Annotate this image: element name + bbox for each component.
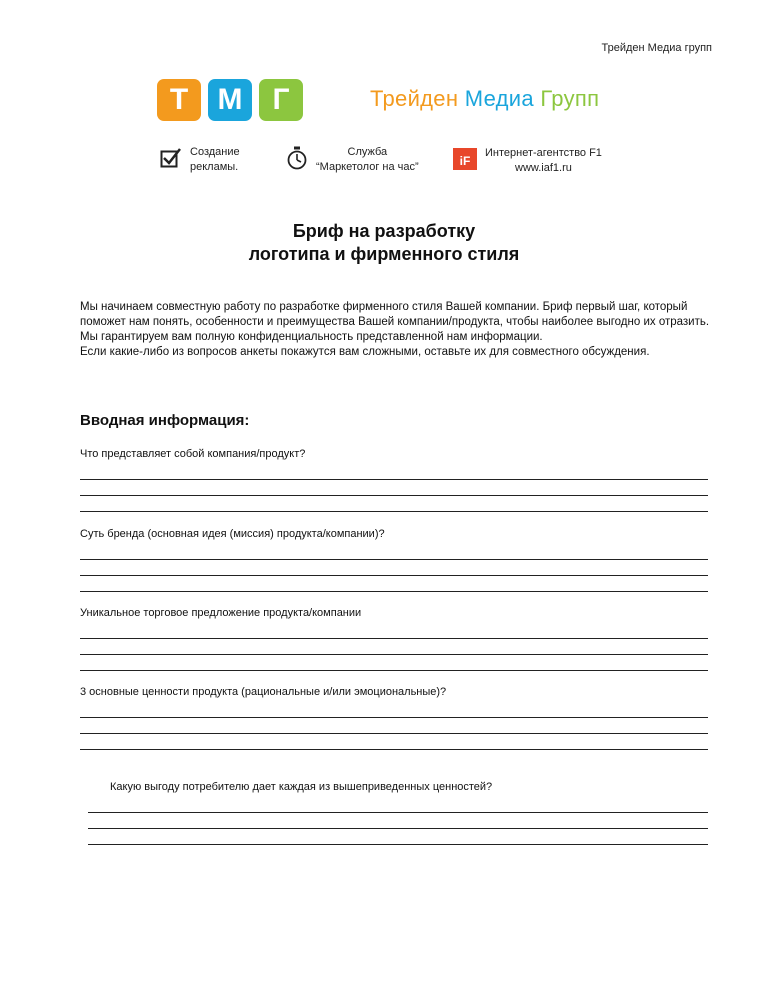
service-marketer-line2: “Маркетолог на час”: [316, 161, 419, 173]
service-marketer: [286, 145, 419, 175]
answer-line[interactable]: [80, 496, 708, 512]
answer-line[interactable]: [80, 718, 708, 734]
question-brand-essence: [80, 528, 708, 592]
question-company: [80, 448, 708, 512]
answer-line[interactable]: [80, 576, 708, 592]
answer-line[interactable]: [88, 797, 708, 813]
page-title: [0, 220, 768, 266]
service-ads-line1: Создание: [190, 146, 240, 158]
svg-text:iF: iF: [459, 154, 471, 168]
service-agency-line1: Интернет-агентство F1: [485, 146, 602, 159]
question-consumer-benefit: [88, 781, 708, 845]
answer-line[interactable]: [80, 639, 708, 655]
question-label: Что представляет собой компания/продукт?: [80, 448, 306, 460]
title-line-1: Бриф на разработку: [292, 221, 476, 241]
question-label: Суть бренда (основная идея (миссия) продукта/компании)?: [80, 528, 385, 540]
answer-line[interactable]: [88, 829, 708, 845]
answer-line[interactable]: [80, 702, 708, 718]
question-usp: [80, 607, 708, 671]
answer-line[interactable]: [80, 623, 708, 639]
brand-name: [370, 86, 599, 112]
brand-word-3: Групп: [540, 86, 600, 111]
question-label: Какую выгоду потребителю дает каждая из вышеприведенных ценностей?: [110, 781, 493, 793]
answer-line[interactable]: [80, 655, 708, 671]
header-company: Трейден Медиа групп: [601, 42, 712, 54]
stopwatch-icon: [286, 146, 308, 175]
service-agency-url: www.iaf1.ru: [515, 161, 572, 174]
logo-tile-t: Т: [157, 79, 201, 121]
checkbox-icon: [160, 147, 182, 174]
title-line-2: логотипа и фирменного стиля: [248, 244, 520, 264]
iaf-logo-icon: [453, 145, 477, 176]
intro-paragraph-2: Если какие-либо из вопросов анкеты покажутся вам сложными, оставьте их для совместного обсуждения.: [80, 346, 650, 358]
answer-line[interactable]: [80, 480, 708, 496]
logo-tile-g: Г: [259, 79, 303, 121]
answer-line[interactable]: [80, 560, 708, 576]
brand-word-2: Медиа: [464, 86, 534, 111]
question-label: 3 основные ценности продукта (рациональные и/или эмоциональные)?: [80, 686, 447, 698]
intro-text: [80, 300, 720, 360]
answer-line[interactable]: [80, 734, 708, 750]
service-marketer-line1: Служба: [347, 146, 388, 158]
intro-paragraph-1: Мы начинаем совместную работу по разработке фирменного стиля Вашей компании. Бриф первый шаг, который поможет нам понять, особенности и преимущества Вашей компании/продукта, чтобы наиболее выгодно их отразить. Мы гарантируем вам полную конфиденциальность представленной нам информации.: [80, 301, 710, 343]
service-agency: [453, 145, 602, 176]
logo-tiles: [157, 79, 310, 121]
answer-line[interactable]: [80, 464, 708, 480]
brand-word-1: Трейден: [370, 86, 459, 111]
question-label: Уникальное торговое предложение продукта/компании: [80, 607, 362, 619]
logo-tile-m: М: [208, 79, 252, 121]
answer-line[interactable]: [88, 813, 708, 829]
service-ads: [160, 145, 240, 175]
section-heading: Вводная информация:: [80, 412, 250, 429]
answer-line[interactable]: [80, 544, 708, 560]
services-row: [160, 145, 640, 185]
service-ads-line2: рекламы.: [190, 161, 239, 173]
question-values: [80, 686, 708, 750]
